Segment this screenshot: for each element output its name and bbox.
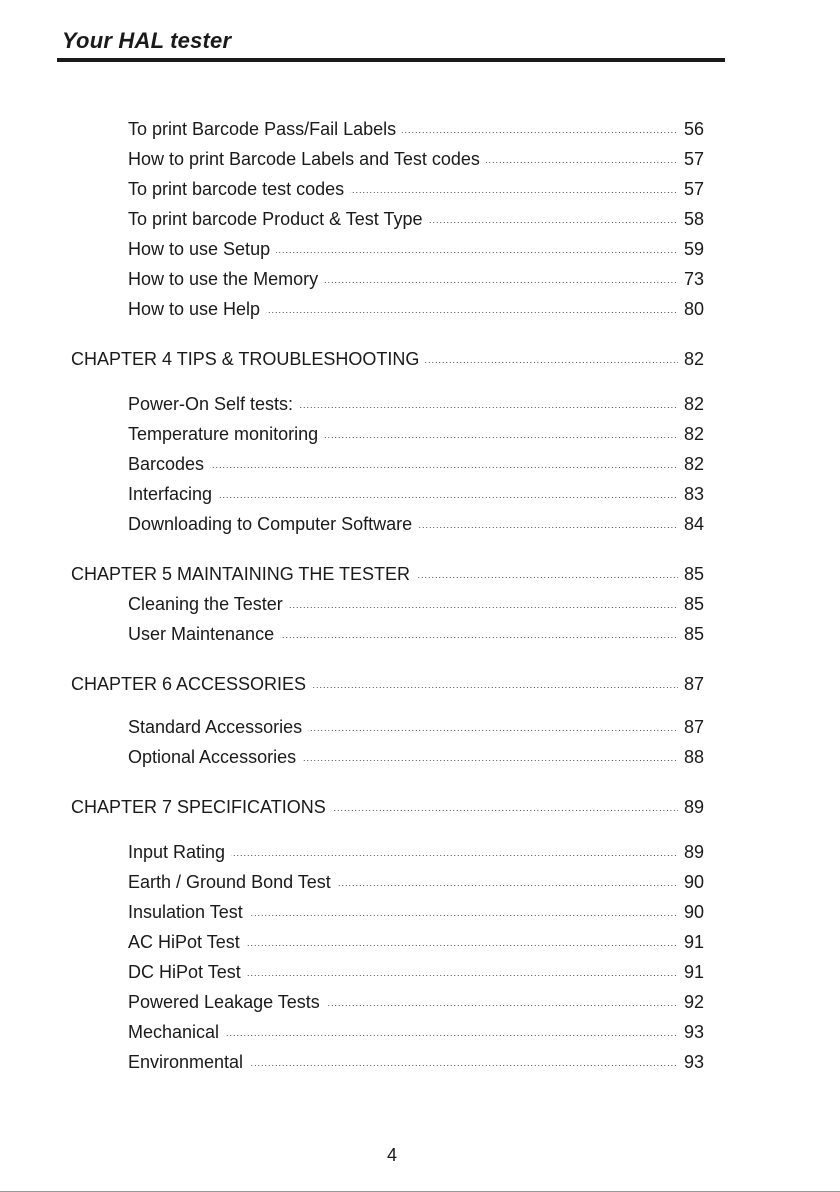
toc-entry-title: Input Rating bbox=[128, 840, 231, 864]
toc-entry-title: How to use the Memory bbox=[128, 267, 324, 291]
toc-entry-page: 85 bbox=[678, 622, 724, 646]
toc-entry[interactable] bbox=[0, 147, 840, 171]
toc-entry-title: DC HiPot Test bbox=[128, 960, 247, 984]
toc-chapter-entry[interactable] bbox=[0, 672, 840, 696]
toc-entry-page: 83 bbox=[678, 482, 724, 506]
toc-entry[interactable] bbox=[0, 990, 840, 1014]
toc-entry-page: 73 bbox=[678, 267, 724, 291]
toc-entry-title: To print barcode Product & Test Type bbox=[128, 207, 429, 231]
toc-chapter-entry[interactable] bbox=[0, 347, 840, 371]
toc-entry[interactable] bbox=[0, 870, 840, 894]
toc-entry-title: Interfacing bbox=[128, 482, 218, 506]
toc-entry-title: Barcodes bbox=[128, 452, 210, 476]
toc-entry-page: 88 bbox=[678, 745, 724, 769]
toc-entry-title: Standard Accessories bbox=[128, 715, 308, 739]
toc-entry-title: How to use Help bbox=[128, 297, 266, 321]
toc-entry-page: 93 bbox=[678, 1050, 724, 1074]
toc-entry-page: 93 bbox=[678, 1020, 724, 1044]
toc-entry[interactable] bbox=[0, 960, 840, 984]
toc-entry-title: Earth / Ground Bond Test bbox=[128, 870, 337, 894]
toc-entry[interactable] bbox=[0, 715, 840, 739]
toc-entry[interactable] bbox=[0, 177, 840, 201]
toc-entry-page: 85 bbox=[678, 562, 724, 586]
toc-entry-page: 82 bbox=[678, 422, 724, 446]
toc-entry-title: CHAPTER 7 SPECIFICATIONS bbox=[71, 795, 332, 819]
toc-entry[interactable] bbox=[0, 392, 840, 416]
toc-entry-title: Powered Leakage Tests bbox=[128, 990, 326, 1014]
toc-entry-title: To print Barcode Pass/Fail Labels bbox=[128, 117, 402, 141]
toc-entry-title: Temperature monitoring bbox=[128, 422, 324, 446]
toc-entry[interactable] bbox=[0, 237, 840, 261]
toc-entry-page: 91 bbox=[678, 930, 724, 954]
toc-entry-page: 85 bbox=[678, 592, 724, 616]
toc-entry[interactable] bbox=[0, 1050, 840, 1074]
toc-entry[interactable] bbox=[0, 745, 840, 769]
toc-entry[interactable] bbox=[0, 422, 840, 446]
toc-entry-title: CHAPTER 6 ACCESSORIES bbox=[71, 672, 312, 696]
toc-entry[interactable] bbox=[0, 930, 840, 954]
toc-entry-title: Cleaning the Tester bbox=[128, 592, 289, 616]
toc-entry-page: 87 bbox=[678, 715, 724, 739]
toc-entry[interactable] bbox=[0, 512, 840, 536]
toc-entry-page: 91 bbox=[678, 960, 724, 984]
toc-entry-title: To print barcode test codes bbox=[128, 177, 350, 201]
page-number: 4 bbox=[386, 1145, 397, 1165]
toc-entry-title: Downloading to Computer Software bbox=[128, 512, 418, 536]
toc-entry[interactable] bbox=[0, 592, 840, 616]
toc-entry[interactable] bbox=[0, 207, 840, 231]
toc-entry-page: 82 bbox=[678, 347, 724, 371]
toc-entry[interactable] bbox=[0, 900, 840, 924]
toc-entry-page: 87 bbox=[678, 672, 724, 696]
toc-entry-page: 89 bbox=[678, 795, 724, 819]
toc-entry-page: 90 bbox=[678, 900, 724, 924]
toc-entry-page: 57 bbox=[678, 177, 724, 201]
dot-leader bbox=[128, 452, 680, 478]
toc-entry-title: Insulation Test bbox=[128, 900, 249, 924]
toc-entry-page: 56 bbox=[678, 117, 724, 141]
toc-entry-title: AC HiPot Test bbox=[128, 930, 246, 954]
toc-entry-page: 57 bbox=[678, 147, 724, 171]
toc-entry[interactable] bbox=[0, 482, 840, 506]
toc-entry[interactable] bbox=[0, 1020, 840, 1044]
toc-entry[interactable] bbox=[0, 297, 840, 321]
toc-entry-page: 80 bbox=[678, 297, 724, 321]
page-header-title: Your HAL tester bbox=[62, 28, 232, 53]
toc-entry-title: Environmental bbox=[128, 1050, 249, 1074]
toc-entry-page: 58 bbox=[678, 207, 724, 231]
toc-entry-page: 89 bbox=[678, 840, 724, 864]
toc-entry-title: Power-On Self tests: bbox=[128, 392, 299, 416]
toc-entry[interactable] bbox=[0, 117, 840, 141]
toc-entry-page: 92 bbox=[678, 990, 724, 1014]
toc-entry-title: CHAPTER 5 MAINTAINING THE TESTER bbox=[71, 562, 416, 586]
toc-entry[interactable] bbox=[0, 840, 840, 864]
toc-entry-page: 90 bbox=[678, 870, 724, 894]
toc-entry-title: Optional Accessories bbox=[128, 745, 302, 769]
toc-entry-page: 82 bbox=[678, 392, 724, 416]
toc-entry[interactable] bbox=[0, 622, 840, 646]
toc-chapter-entry[interactable] bbox=[0, 795, 840, 819]
toc-entry[interactable] bbox=[0, 452, 840, 476]
toc-entry-title: CHAPTER 4 TIPS & TROUBLESHOOTING bbox=[71, 347, 425, 371]
toc-entry-page: 84 bbox=[678, 512, 724, 536]
toc-entry-page: 82 bbox=[678, 452, 724, 476]
toc-entry-page: 59 bbox=[678, 237, 724, 261]
toc-chapter-entry[interactable] bbox=[0, 562, 840, 586]
toc-entry-title: How to print Barcode Labels and Test codes bbox=[128, 147, 486, 171]
toc-entry-title: Mechanical bbox=[128, 1020, 225, 1044]
toc-entry-title: User Maintenance bbox=[128, 622, 280, 646]
toc-entry[interactable] bbox=[0, 267, 840, 291]
toc-entry-title: How to use Setup bbox=[128, 237, 276, 261]
